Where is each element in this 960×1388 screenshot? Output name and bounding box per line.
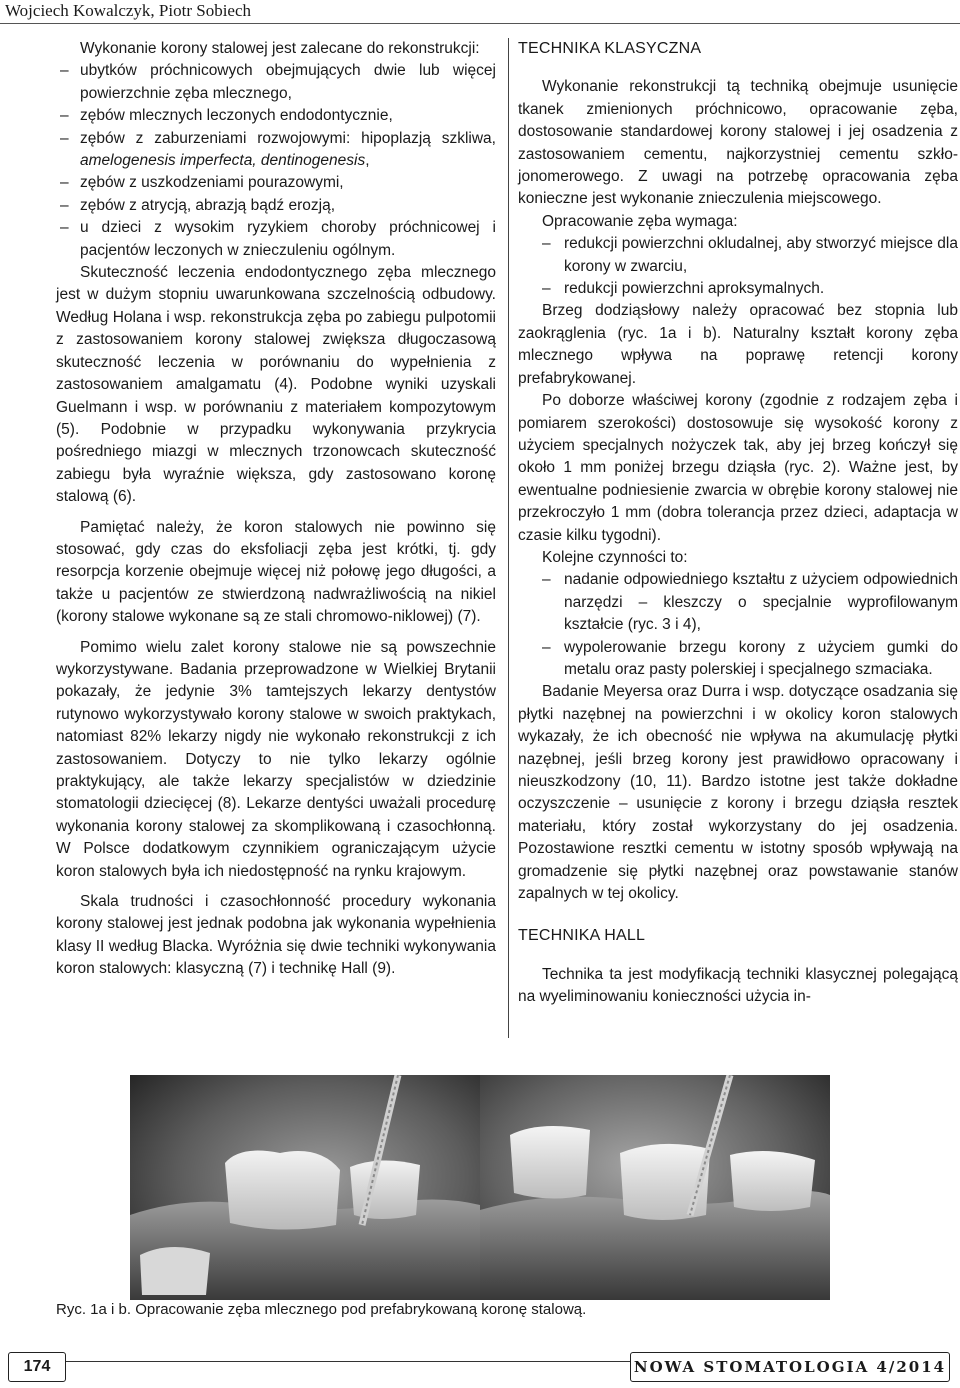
left-intro: Wykonanie korony stalowej jest zalecane do rekonstrukcji: xyxy=(80,40,480,57)
list-item: – zębów z zaburzeniami rozwojowymi: hipoplazją szkliwa, amelogenesis imperfecta, dentinogenesis, xyxy=(56,128,496,173)
paragraph: Skala trudności i czasochłonność procedury wykonania korony stalowej jest jednak podobna jak wykonania wypełnienia klasy II według Blacka. Wyróżnia się dwie techniki wykonywania koron stalowych: klasyczną (7) i technikę Hall (9). xyxy=(56,893,496,978)
list-item: – redukcji powierzchni okludalnej, aby stworzyć miejsce dla korony w zwarciu, xyxy=(518,233,958,278)
list-item: – nadanie odpowiedniego kształtu z użyciem odpowiednich narzędzi – kleszczy o specjalnie wyprofilowanym kształcie (ryc. 3 i 4), xyxy=(518,569,958,636)
column-divider xyxy=(508,38,509,1038)
list-item: – zębów z uszkodzeniami pourazowymi, xyxy=(56,172,496,194)
paragraph: Technika ta jest modyfikacją techniki klasycznej polegającą na wyeliminowaniu konieczności użycia in- xyxy=(518,965,958,1006)
paragraph: Pamiętać należy, że koron stalowych nie powinno się stosować, gdy czas do eksfoliacji zęba jest krótki, tj. gdy resorpcja korzenie obejmuje więcej niż połowę jego długości, a także u pacjentów ze stwierdzoną nadwrażliwością na nikiel (korony stalowe wykonane są ze stali chromowo-niklowej) (7). xyxy=(56,518,496,626)
list-item: – redukcji powierzchni aproksymalnych. xyxy=(518,278,958,300)
list-item: – u dzieci z wysokim ryzykiem choroby próchnicowej i pacjentów leczonych w znieczuleniu ogólnym. xyxy=(56,217,496,262)
paragraph: Kolejne czynności to: xyxy=(542,548,688,566)
paragraph: Po doborze właściwej korony (zgodnie z rodzajem zęba i pomiarem szerokości) dostosowuje się wysokość korony z użyciem specjalnych nożyczek tak, aby jej brzeg kończył się około 1 mm poniżej brzegu dziąsła (ryc. 2). Ważne jest, by ewentualne podniesienie zwarcia w obrębie korony stalowej nie przekroczyło 1 mm (dobra tolerancja przez dzieci, adaptacja w czasie kilku tygodni). xyxy=(518,392,958,544)
procedure-list xyxy=(518,233,958,300)
list-item: – zębów mlecznych leczonych endodontycznie, xyxy=(56,105,496,127)
figure-caption: Ryc. 1a i b. Opracowanie zęba mlecznego pod prefabrykowaną koronę stalową. xyxy=(56,1301,587,1318)
section-heading: TECHNIKA HALL xyxy=(518,927,646,945)
paragraph: Wykonanie rekonstrukcji tą techniką obejmuje usunięcie tkanek zmienionych próchnicowo, opracowanie zęba, dostosowanie standardowej korony stalowej i jej osadzenia z zastosowaniem cementu, najkorzystniej cementu szkło-jonomerowego. Z uwagi na potrzebę opracowania zęba konieczne jest wykonanie znieczulenia miejscowego. xyxy=(518,78,958,208)
photo-1a xyxy=(130,1075,480,1300)
paragraph: Badanie Meyersa oraz Durra i wsp. dotyczące osadzania się płytki nazębnej na powierzchni i w okolicy koron stalowych wykazały, że ich obecność nie wpływa na akumulację płytki nazębnej, jeśli brzeg korony jest prawidłowo opracowany i nieuszkodzony (10, 11). Bardzo istotne jest także dokładne oczyszczenie – usunięcie z korony i brzegu dziąsła resztek materiału, który został wykorzystany do jej osadzenia. Pozostawione resztki cementu w istotny sposób wpływają na gromadzenie się płytki nazębnej oraz powstawanie stanów zapalnych w tej okolicy. xyxy=(518,683,958,903)
left-column xyxy=(56,38,496,981)
header-rule xyxy=(0,23,960,24)
journal-title: NOWA STOMATOLOGIA 4/2014 xyxy=(630,1352,950,1382)
paragraph: Pomimo wielu zalet korony stalowe nie są powszechnie wykorzystywane. Badania przeprowadzone w Wielkiej Brytanii pokazały, że jedynie 3% tamtejszych lekarzy dentystów rutynowo wykorzystywało korony stalowe w swoich praktykach, natomiast 82% lekarzy nigdy nie wykonało rekonstrukcji z ich zastosowaniem. Dotyczy to nie tylko lekarzy ogólnie praktykujący, ale także lekarzy specjalistów w dziedzinie stomatologii dziecięcej (8). Lekarze dentyści uważali procedurę wykonania korony stalowej za skomplikowaną i czasochłonną. W Polsce dodatkowym czynnikiem ograniczającym użycie koron stalowych była ich niedostępność na rynku krajowym. xyxy=(56,638,496,880)
page-number: 174 xyxy=(8,1352,66,1382)
paragraph: Opracowanie zęba wymaga: xyxy=(542,212,738,230)
section-heading: TECHNIKA KLASYCZNA xyxy=(518,40,702,57)
running-head-authors: Wojciech Kowalczyk, Piotr Sobiech xyxy=(5,1,252,20)
photo-1b xyxy=(480,1075,830,1300)
steps-list xyxy=(518,569,958,681)
italic-terms: amelogenesis imperfecta, dentinogenesis xyxy=(80,152,366,170)
footer-rule xyxy=(8,1361,630,1362)
paragraph: Brzeg dodziąsłowy należy opracować bez stopnia lub zaokrąglenia (ryc. 1a i b). Naturalny kształt korony zęba mlecznego wpływa na poprawę retencji korony prefabrykowanej. xyxy=(518,302,958,387)
list-item: – wypolerowanie brzegu korony z użyciem gumki do metalu oraz pasty polerskiej i specjalnego szmaciaka. xyxy=(518,637,958,682)
list-item: – ubytków próchnicowych obejmujących dwie lub więcej powierzchnie zęba mlecznego, xyxy=(56,60,496,105)
paragraph: Skuteczność leczenia endodontycznego zęba mlecznego jest w dużym stopniu uwarunkowana szczelnością odbudowy. Według Holana i wsp. rekonstrukcja zęba po zabiegu pulpotomii z zastosowaniem korony stalowej zwiększa długoczasową skuteczność leczenia w porównaniu do wypełnienia z zastosowaniem amalgamatu (4). Podobne wyniki uzyskali Guelmann i wsp. w porównaniu z materiałem kompozytowym (5). Podobnie w przypadku wykonywania przykrycia pośredniego miazgi w mlecznych trzonowcach skuteczność zabiegu była wyraźnie większa, gdy zastosowano koronę stalową (6). xyxy=(56,264,496,506)
list-item: – zębów z atrycją, abrazją bądź erozją, xyxy=(56,195,496,217)
figure-photos xyxy=(130,1075,830,1300)
right-column xyxy=(518,38,958,1009)
indication-list xyxy=(56,60,496,262)
